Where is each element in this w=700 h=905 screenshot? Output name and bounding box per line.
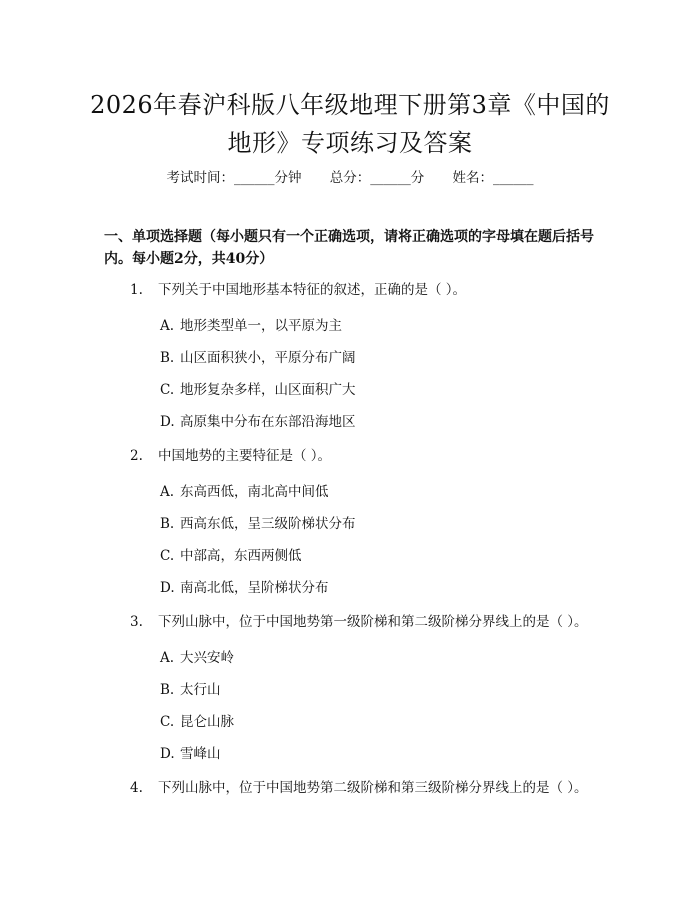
question-text: 中国地势的主要特征是（ ）。: [158, 448, 332, 464]
option-b: [104, 514, 604, 534]
option-letter: C.: [160, 382, 175, 398]
option-c: [104, 546, 604, 566]
option-a: [104, 648, 604, 668]
question-4: [104, 778, 604, 798]
option-text: 地形类型单一，以平原为主: [180, 318, 342, 334]
option-letter: A.: [160, 318, 175, 334]
exam-info-line: [0, 168, 700, 188]
option-c: [104, 380, 604, 400]
option-text: 大兴安岭: [180, 650, 234, 666]
option-letter: A.: [160, 484, 175, 500]
option-d: [104, 412, 604, 432]
question-text: 下列山脉中，位于中国地势第二级阶梯和第三级阶梯分界线上的是（ ）。: [158, 780, 588, 796]
question-number: 4.: [130, 780, 143, 796]
option-a: [104, 316, 604, 336]
option-text: 高原集中分布在东部沿海地区: [180, 414, 356, 430]
question-stem: [104, 612, 604, 632]
student-name-field: 姓名：______: [452, 170, 534, 186]
question-1: [104, 280, 604, 432]
option-letter: B.: [160, 516, 175, 532]
option-list: [104, 316, 604, 432]
question-text: 下列关于中国地形基本特征的叙述，正确的是（ ）。: [158, 282, 467, 298]
question-number: 2.: [130, 448, 143, 464]
exam-time-field: 考试时间：______分钟: [166, 170, 302, 186]
option-letter: B.: [160, 350, 175, 366]
option-list: [104, 648, 604, 764]
option-letter: D.: [160, 580, 175, 596]
question-number: 1.: [130, 282, 143, 298]
option-text: 中部高，东西两侧低: [180, 548, 302, 564]
document-title: 2026年春沪科版八年级地理下册第3章《中国的地形》专项练习及答案: [90, 91, 610, 157]
question-2: [104, 446, 604, 598]
section-heading: 一、单项选择题（每小题只有一个正确选项，请将正确选项的字母填在题后括号内。每小题2分，共40分）: [104, 229, 594, 267]
option-text: 昆仑山脉: [180, 714, 234, 730]
question-number: 3.: [130, 614, 143, 630]
option-d: [104, 744, 604, 764]
option-text: 雪峰山: [180, 746, 221, 762]
total-score-field: 总分：______分: [329, 170, 425, 186]
option-a: [104, 482, 604, 502]
option-text: 地形复杂多样，山区面积广大: [180, 382, 356, 398]
option-text: 太行山: [180, 682, 221, 698]
option-letter: D.: [160, 414, 175, 430]
question-list: [104, 280, 604, 814]
option-d: [104, 578, 604, 598]
option-letter: D.: [160, 746, 175, 762]
option-c: [104, 712, 604, 732]
option-text: 西高东低，呈三级阶梯状分布: [180, 516, 356, 532]
option-text: 东高西低，南北高中间低: [180, 484, 329, 500]
question-text: 下列山脉中，位于中国地势第一级阶梯和第二级阶梯分界线上的是（ ）。: [158, 614, 588, 630]
question-stem: [104, 280, 604, 300]
question-stem: [104, 778, 604, 798]
option-letter: A.: [160, 650, 175, 666]
question-3: [104, 612, 604, 764]
option-letter: C.: [160, 714, 175, 730]
option-list: [104, 482, 604, 598]
option-b: [104, 680, 604, 700]
option-letter: B.: [160, 682, 175, 698]
option-text: 山区面积狭小，平原分布广阔: [180, 350, 356, 366]
option-text: 南高北低，呈阶梯状分布: [180, 580, 329, 596]
question-stem: [104, 446, 604, 466]
option-letter: C.: [160, 548, 175, 564]
option-b: [104, 348, 604, 368]
